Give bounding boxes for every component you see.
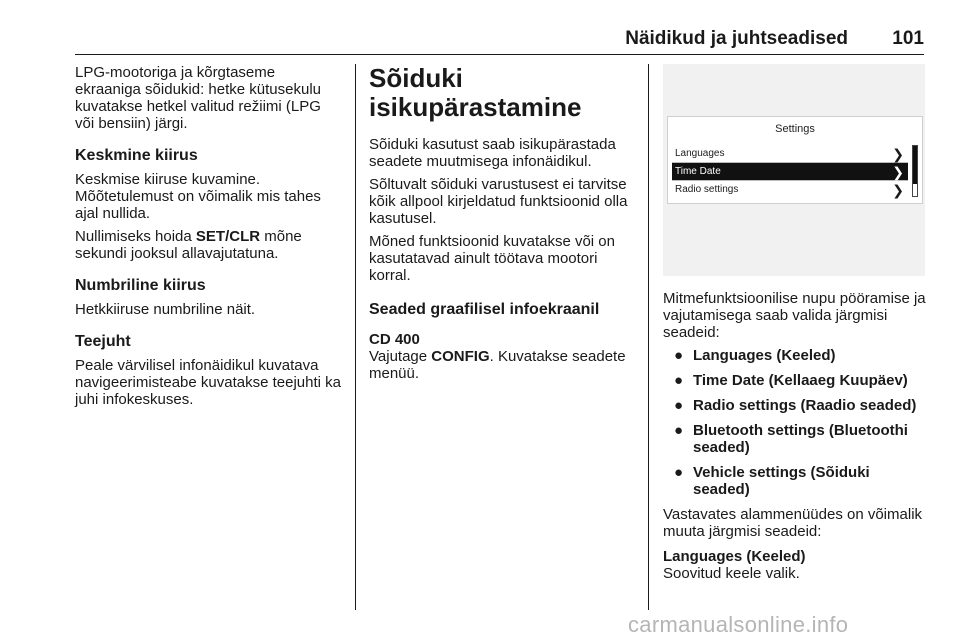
chevron-right-icon: ❯ xyxy=(892,164,904,180)
list-item xyxy=(663,372,929,389)
paragraph: Sõiduki kasutust saab isikupärastada seadete muutmisega infonäidikul. xyxy=(369,136,616,170)
header-title: Näidikud ja juhtseadised xyxy=(625,28,848,49)
settings-screen-illustration xyxy=(663,64,925,276)
text: mõne sekundi jooksul allavajutatuna. xyxy=(75,228,302,262)
list-item-text: Vehicle settings (Sõiduki seaded) xyxy=(693,464,870,498)
page-number: 101 xyxy=(892,28,924,49)
column-middle xyxy=(369,64,635,382)
list-item-text: Radio settings (Raadio seaded) xyxy=(693,397,917,414)
heading-digital-speed: Numbriline kiirus xyxy=(75,277,206,294)
menu-item-label: Languages xyxy=(675,148,725,159)
scrollbar xyxy=(912,145,918,197)
settings-menu xyxy=(667,116,923,204)
column-divider xyxy=(648,64,649,610)
key-label: SET/CLR xyxy=(195,228,261,245)
paragraph-config xyxy=(369,348,635,382)
heading-route-guidance: Teejuht xyxy=(75,333,131,350)
scrollbar-thumb xyxy=(913,146,917,184)
heading-cd400: CD 400 xyxy=(369,331,420,348)
bullet-icon: ● xyxy=(674,464,684,481)
menu-item-radio-settings xyxy=(672,181,908,199)
paragraph: Keskmise kiiruse kuvamine. xyxy=(75,171,261,188)
bullet-icon: ● xyxy=(674,422,684,439)
list-item xyxy=(663,347,929,364)
list-item-text: Time Date (Kellaaeg Kuupäev) xyxy=(693,372,908,389)
chevron-right-icon: ❯ xyxy=(892,182,904,198)
bullet-icon: ● xyxy=(674,372,684,389)
paragraph: Soovitud keele valik. xyxy=(663,565,800,582)
list-item-text: Languages (Keeled) xyxy=(693,347,836,364)
settings-list xyxy=(663,347,929,498)
watermark: carmanualsonline.info xyxy=(628,612,849,637)
text: . Kuvatakse seadete menüü. xyxy=(369,348,626,382)
heading-languages: Languages (Keeled) xyxy=(663,548,806,565)
column-divider xyxy=(355,64,356,610)
heading-graphic-display: Seaded graafilisel infoekraanil xyxy=(369,301,600,318)
section-title: Sõiduki isikupärastamine xyxy=(369,63,582,122)
settings-title: Settings xyxy=(775,123,815,135)
bullet-icon: ● xyxy=(674,397,684,414)
text: Nullimiseks hoida xyxy=(75,228,196,245)
paragraph: Mõõtetulemust on võimalik mis tahes ajal nullida. xyxy=(75,188,321,222)
paragraph: Vastavates alammenüüdes on võimalik muuta järgmisi seadeid: xyxy=(663,506,923,540)
paragraph: Mõned funktsioonid kuvatakse või on kasutatavad ainult töötava mootori korral. xyxy=(369,233,615,284)
column-left xyxy=(75,64,343,408)
column-right xyxy=(663,64,929,582)
list-item xyxy=(663,397,929,414)
paragraph: Mitmefunktsioonilise nupu pööramise ja vajutamisega saab valida järgmisi seadeid: xyxy=(663,290,926,341)
list-item-text: Bluetooth settings (Bluetoothi seaded) xyxy=(693,422,908,456)
menu-item-time-date xyxy=(672,163,908,181)
heading-average-speed: Keskmine kiirus xyxy=(75,147,198,164)
list-item xyxy=(663,422,929,456)
intro-paragraph: LPG-mootoriga ja kõrgtaseme ekraaniga sõidukid: hetke kütusekulu kuvatakse hetkel valitud režiimi (LPG või bensiin) järgi. xyxy=(75,64,321,132)
paragraph: Sõltuvalt sõiduki varustusest ei tarvitse kõik allpool kirjeldatud funktsioonid olla kasutusel. xyxy=(369,176,628,227)
menu-item-label: Time Date xyxy=(675,166,721,177)
page-header xyxy=(75,26,924,55)
menu-item-label: Radio settings xyxy=(675,184,739,195)
bullet-icon: ● xyxy=(674,347,684,364)
paragraph: Peale värvilisel infonäidikul kuvatava navigeerimisteabe kuvatakse teejuhti ka juhi infokeskuses. xyxy=(75,357,341,408)
paragraph: Hetkkiiruse numbriline näit. xyxy=(75,301,256,318)
list-item xyxy=(663,464,929,498)
chevron-right-icon: ❯ xyxy=(892,146,904,162)
text: Vajutage xyxy=(369,348,432,365)
paragraph-reset xyxy=(75,228,343,262)
key-label: CONFIG xyxy=(431,348,490,365)
menu-item-languages xyxy=(672,145,908,163)
